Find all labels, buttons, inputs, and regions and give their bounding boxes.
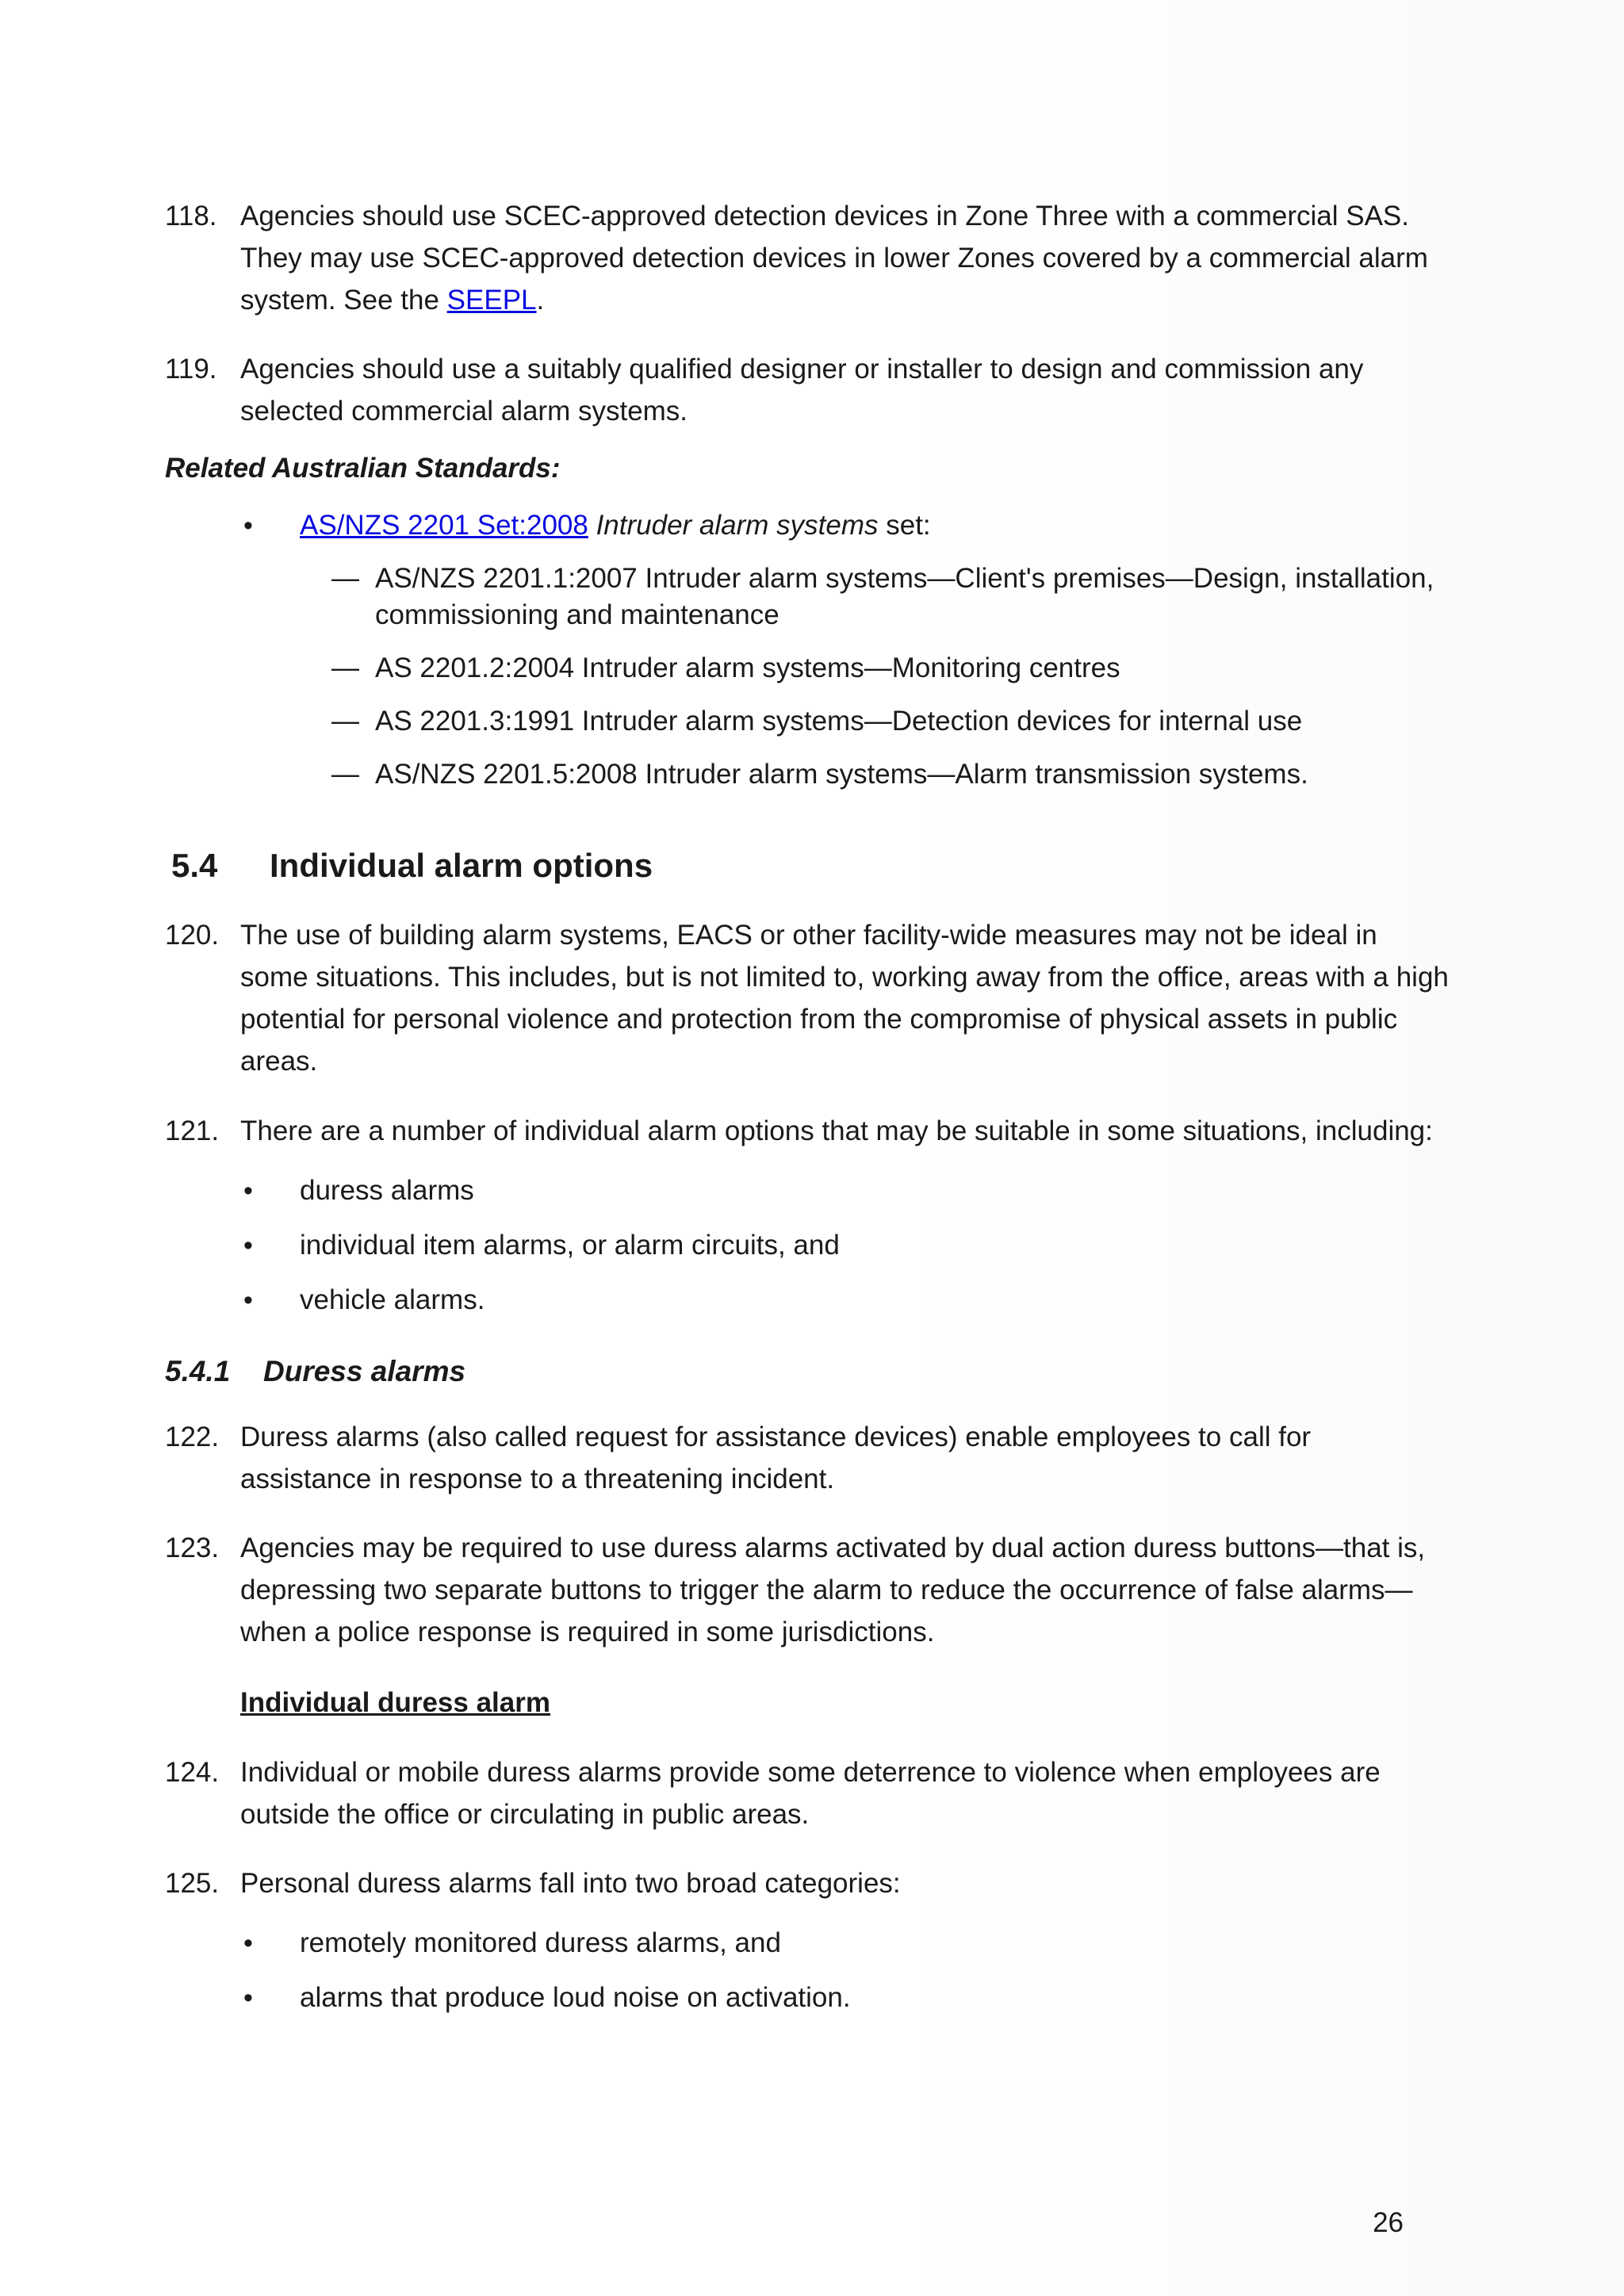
paragraph-text-part: Agencies should use SCEC-approved detection devices in Zone Three with a commercial SAS. They may use SCEC-approved detection devices in lower Zones covered by a commercial alarm system. See the <box>240 201 1428 316</box>
paragraph-120 <box>165 914 1450 1082</box>
standard-item-text: AS 2201.3:1991 Intruder alarm systems—Detection devices for internal use <box>375 706 1303 737</box>
paragraph-123 <box>165 1527 1450 1653</box>
individual-duress-alarm-subheading: Individual duress alarm <box>240 1687 550 1718</box>
dash-marker: — <box>331 759 359 790</box>
paragraph-number: 123. <box>165 1533 220 1563</box>
paragraph-text-end: . <box>536 285 545 316</box>
standard-item-text: AS 2201.2:2004 Intruder alarm systems—Monitoring centres <box>375 652 1120 683</box>
standards-set-suffix: set: <box>878 510 931 541</box>
dash-marker: — <box>331 563 359 594</box>
section-title: Duress alarms <box>263 1355 466 1387</box>
paragraph-118 <box>165 195 1450 321</box>
standards-set-text <box>300 507 1439 544</box>
list-item-text: • duress alarms <box>300 1175 474 1206</box>
option-list-item <box>250 1173 1439 1209</box>
seepl-link[interactable]: SEEPL <box>446 285 537 316</box>
paragraph-number: 124. <box>165 1757 220 1788</box>
standard-item <box>331 561 1457 633</box>
paragraph-text: Duress alarms (also called request for assistance devices) enable employees to call for assistance in response to a threatening incident. <box>240 1422 1312 1494</box>
standards-set-item <box>250 507 1439 544</box>
standards-set-link[interactable]: AS/NZS 2201 Set:2008 <box>300 510 588 541</box>
category-list-item <box>250 1980 1439 2016</box>
paragraph-125 <box>165 1862 1450 1904</box>
section-number: 5.4 <box>171 847 218 884</box>
list-item-text: • alarms that produce loud noise on activation. <box>300 1982 851 2013</box>
standard-item <box>331 756 1457 793</box>
section-number: 5.4.1 <box>165 1355 231 1387</box>
standard-item-text: AS/NZS 2201.5:2008 Intruder alarm systems—Alarm transmission systems. <box>375 759 1308 790</box>
page-number: 26 <box>1373 2207 1404 2238</box>
paragraph-number: 119. <box>165 354 217 385</box>
standard-item-text: AS/NZS 2201.1:2007 Intruder alarm systems—Client's premises—Design, installation, commissioning and maintenance <box>375 563 1434 630</box>
paragraph-text: Agencies should use a suitably qualified designer or installer to design and commission any selected commercial alarm systems. <box>240 354 1364 427</box>
paragraph-text <box>240 195 1450 321</box>
standard-item <box>331 650 1457 687</box>
paragraph-number: 118. <box>165 201 217 232</box>
paragraph-text: Agencies may be required to use duress alarms activated by dual action duress buttons—that is, depressing two separate buttons to trigger the alarm to reduce the occurrence of false alarms—when a police response is required in some jurisdictions. <box>240 1533 1426 1647</box>
paragraph-number: 121. <box>165 1115 220 1146</box>
paragraph-122 <box>165 1416 1450 1500</box>
paragraph-text: Personal duress alarms fall into two broad categories: <box>240 1868 901 1899</box>
paragraph-124 <box>165 1751 1450 1835</box>
paragraph-number: 125. <box>165 1868 220 1899</box>
standard-item <box>331 703 1457 740</box>
paragraph-text: There are a number of individual alarm options that may be suitable in some situations, including: <box>240 1115 1433 1146</box>
dash-marker: — <box>331 706 359 737</box>
paragraph-121 <box>165 1110 1450 1152</box>
paragraph-number: 120. <box>165 920 220 951</box>
paragraph-text: The use of building alarm systems, EACS or other facility-wide measures may not be ideal in some situations. This includes, but is not limited to, working away from the office, areas with a high potential for personal violence and protection from the compromise of physical assets in public areas. <box>240 920 1449 1077</box>
paragraph-text: Individual or mobile duress alarms provide some deterrence to violence when employees are outside the office or circulating in public areas. <box>240 1757 1381 1830</box>
paragraph-number: 122. <box>165 1422 220 1452</box>
list-item-text: • remotely monitored duress alarms, and <box>300 1927 781 1958</box>
standards-set-title: Intruder alarm systems <box>596 510 879 541</box>
paragraph-119 <box>165 348 1450 432</box>
option-list-item <box>250 1227 1439 1264</box>
section-title: Individual alarm options <box>270 847 653 884</box>
option-list-item <box>250 1282 1439 1318</box>
list-item-text: • vehicle alarms. <box>300 1284 485 1315</box>
category-list-item <box>250 1925 1439 1961</box>
list-item-text: • individual item alarms, or alarm circuits, and <box>300 1230 840 1261</box>
dash-marker: — <box>331 652 359 683</box>
related-standards-label: Related Australian Standards: <box>165 453 561 484</box>
